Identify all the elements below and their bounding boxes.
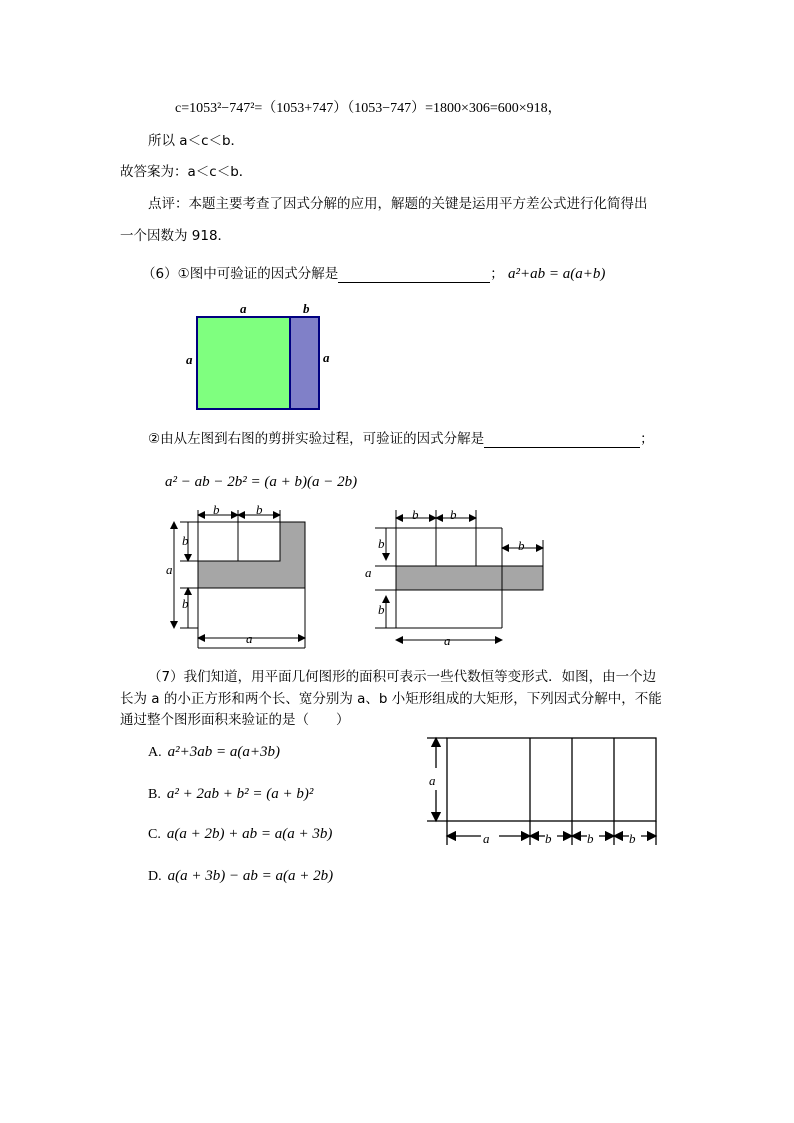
q7-line-3: 通过整个图形面积来验证的是（ ） [120,712,350,728]
q6-part2-question [148,430,654,448]
fig2-left-gray-shape [198,522,305,588]
comment-line-1: 点评：本题主要考查了因式分解的应用，解题的关键是运用平方差公式进行化简得出 [148,196,648,212]
fig2-right-b-top1: b [412,507,419,522]
q7-option-b[interactable] [148,785,313,804]
fig1-rectangle-diagram [180,300,340,420]
solution-line-so: 所以 a＜c＜b． [148,133,245,149]
fig2-left [174,510,305,648]
q6-part1-question [142,265,605,283]
option-label: C. [148,827,161,842]
q6-part2-answer: a² − ab − 2b² = (a + b)(a − 2b) [165,474,358,490]
fig3-label-a-bottom: a [483,831,490,846]
fig3-label-b3: b [629,831,636,846]
fig2-right [375,510,543,640]
fig3-label-a-side: a [429,773,436,788]
answer-blank[interactable] [338,268,490,283]
fig2-right-a-side: a [365,565,372,580]
answer-blank[interactable] [484,433,640,448]
q6-part1-sep: ； [490,266,504,282]
solution-answer: 故答案为：a＜c＜b． [120,164,253,180]
fig1-square-a [197,317,290,409]
q6-part2-prefix: ②由从左图到右图的剪拼实验过程，可验证的因式分解是 [148,431,485,447]
fig2-left-a-side: a [166,562,173,577]
option-expr: a²+3ab = a(a+3b) [167,744,280,760]
q7-option-a[interactable] [148,743,280,762]
option-label: A. [148,745,162,760]
option-label: B. [148,787,161,802]
q7-line-2: 长为 a 的小正方形和两个长、宽分别为 a、b 小矩形组成的大矩形，下列因式分解中，不能 [120,691,662,707]
fig2-left-b-side2: b [182,596,189,611]
fig2-right-b-extra: b [518,538,525,553]
option-expr: a(a + 2b) + ab = a(a + 3b) [166,826,333,842]
q6-part1-answer: a²+ab = a(a+b) [508,266,606,282]
fig3-big-rectangle-diagram [425,735,665,850]
q7-line-1: （7）我们知道，用平面几何图形的面积可表示一些代数恒等变形式．如图，由一个边 [148,669,657,685]
solution-line-c: c=1053²−747²=（1053+747）（1053−747）=1800×306=600×918， [175,101,562,116]
q6-part2-suffix: ； [640,431,654,447]
fig2-left-b-top1: b [213,502,220,517]
fig2-left-b-top2: b [256,502,263,517]
fig1-label-b-top: b [303,301,310,316]
fig2-cut-paste-diagram [160,500,560,655]
fig2-left-b-side1: b [182,533,189,548]
fig1-label-a-top: a [240,301,247,316]
comment-line-2: 一个因数为 918． [120,228,232,244]
option-expr: a² + 2ab + b² = (a + b)² [166,786,314,802]
fig3-label-b1: b [545,831,552,846]
q7-option-c[interactable] [148,825,332,844]
q6-part1-prefix: （6）①图中可验证的因式分解是 [142,266,339,282]
fig2-right-gray-strip [396,566,543,590]
fig1-label-a-left: a [186,352,193,367]
option-expr: a(a + 3b) − ab = a(a + 2b) [167,868,334,884]
fig2-right-b-side2: b [378,602,385,617]
option-label: D. [148,869,162,884]
fig2-right-b-top2: b [450,507,457,522]
fig1-strip-b [290,317,319,409]
fig3-label-b2: b [587,831,594,846]
fig2-right-a-bottom: a [444,633,451,648]
fig2-right-b-side1: b [378,536,385,551]
q7-option-d[interactable] [148,867,333,886]
fig1-label-a-right: a [323,350,330,365]
fig2-left-a-bottom: a [246,631,253,646]
